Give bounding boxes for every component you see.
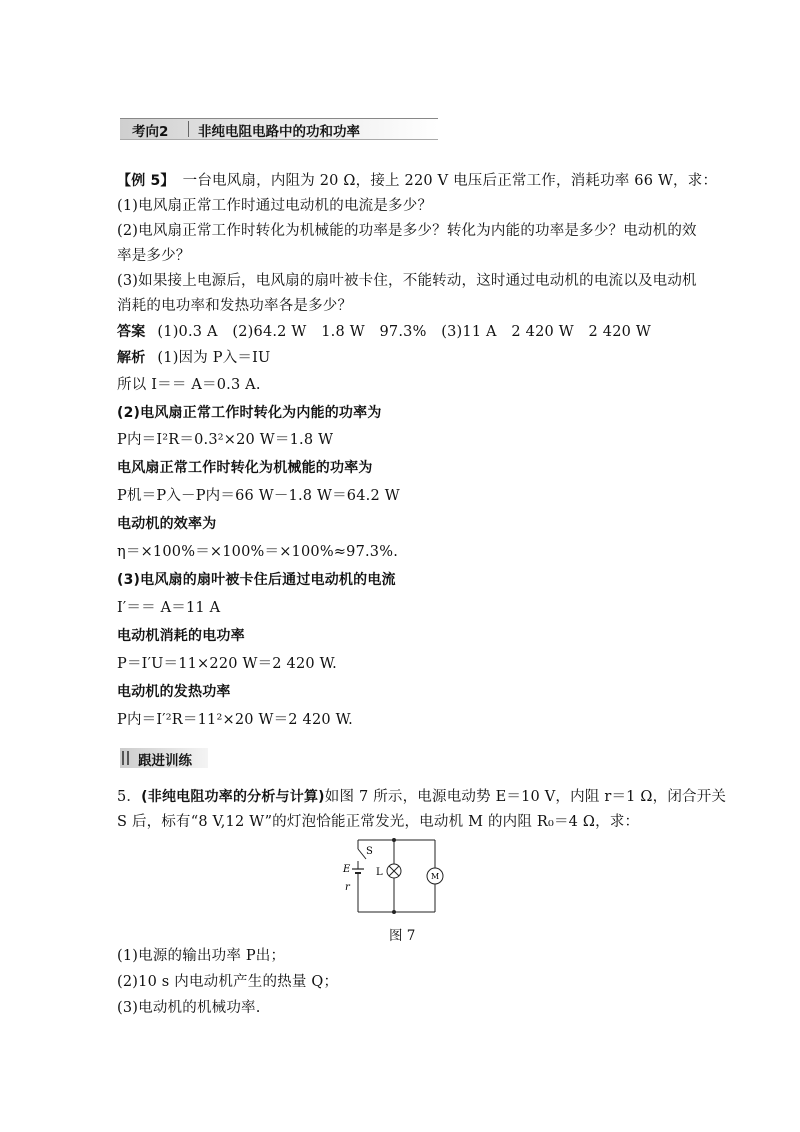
follow-label: 跟进训练: [138, 753, 192, 769]
analysis-heading-3: 电风扇正常工作时转化为机械能的功率为: [117, 460, 373, 476]
junction-dot: [392, 910, 396, 914]
analysis-line-6: I′＝＝ A＝11 A: [117, 600, 221, 616]
analysis-heading-2: (2)电风扇正常工作时转化为内能的功率为: [117, 405, 382, 421]
example-question-3-line-1: (3)如果接上电源后，电风扇的扇叶被卡住，不能转动，这时通过电动机的电流以及电动机: [117, 273, 697, 289]
problem-tag: (非纯电阻功率的分析与计算): [141, 789, 325, 805]
example-question-1: (1)电风扇正常工作时通过电动机的电流是多少？: [117, 198, 433, 214]
circuit-diagram: [330, 835, 460, 920]
label-s: S: [366, 846, 373, 857]
section-tag: 考向2: [132, 124, 169, 140]
section-title: 非纯电阻电路中的功和功率: [198, 124, 360, 140]
analysis-line-7: P＝I′U＝11×220 W＝2 420 W.: [117, 656, 337, 672]
example-stem: 一台电风扇，内阻为 20 Ω，接上 220 V 电压后正常工作，消耗功率 66 W，求：: [182, 173, 718, 189]
answer-text: (1)0.3 A (2)64.2 W 1.8 W 97.3% (3)11 A 2 420 W 2 420 W: [157, 324, 651, 340]
example-question-2-line-2: 率是多少？: [117, 248, 191, 264]
section-banner: [120, 118, 438, 140]
problem-5-line-2: S 后，标有“8 V,12 W”的灯泡恰能正常发光，电动机 M 的内阻 R₀＝4 Ω，求：: [117, 814, 640, 830]
label-e: E: [343, 864, 351, 875]
problem-5-question-2: (2)10 s 内电动机产生的热量 Q；: [117, 974, 339, 990]
banner-top-rule: [120, 118, 438, 119]
label-l: L: [376, 867, 383, 878]
analysis-line-5: η＝×100%＝×100%＝×100%≈97.3%.: [117, 544, 399, 560]
analysis-line-3: P内＝I²R＝0.3²×20 W＝1.8 W: [117, 432, 334, 448]
banner-bar-icon: [122, 751, 124, 765]
follow-banner: [120, 748, 208, 768]
banner-bar-icon: [127, 751, 129, 765]
label-r: r: [345, 882, 350, 893]
analysis-line-2: 所以 I＝＝ A＝0.3 A.: [117, 377, 261, 393]
switch-blade: [358, 849, 366, 859]
problem-text-1: 如图 7 所示，电源电动势 E＝10 V，内阻 r＝1 Ω，闭合开关: [324, 789, 727, 805]
example-label: 【例 5】: [117, 173, 175, 189]
problem-number: 5．: [117, 789, 142, 805]
analysis-heading-6: 电动机消耗的电功率: [117, 628, 245, 644]
analysis-heading-7: 电动机的发热功率: [117, 684, 231, 700]
example-question-3-line-2: 消耗的电功率和发热功率各是多少？: [117, 298, 353, 314]
figure-caption: 图 7: [389, 928, 416, 944]
problem-5-question-3: (3)电动机的机械功率.: [117, 1000, 261, 1016]
analysis-heading-5: (3)电风扇的扇叶被卡住后通过电动机的电流: [117, 572, 396, 588]
example-stem-line: [117, 171, 717, 191]
analysis-line-8: P内＝I′²R＝11²×20 W＝2 420 W.: [117, 712, 353, 728]
label-m: M: [431, 872, 440, 881]
junction-dot: [392, 838, 396, 842]
problem-5-question-1: (1)电源的输出功率 P出；: [117, 948, 286, 964]
example-question-2-line-1: (2)电风扇正常工作时转化为机械能的功率是多少？转化为内能的功率是多少？电动机的效: [117, 223, 697, 239]
analysis-line-4: P机＝P入－P内＝66 W－1.8 W＝64.2 W: [117, 488, 400, 504]
analysis-text-1: (1)因为 P入＝IU: [157, 350, 271, 366]
answer-line: [117, 322, 651, 342]
answer-label: 答案: [117, 324, 146, 340]
analysis-line-1: [117, 348, 270, 368]
analysis-label: 解析: [117, 350, 146, 366]
section-divider: [188, 121, 189, 137]
problem-5-line-1: [117, 787, 726, 807]
analysis-heading-4: 电动机的效率为: [117, 516, 217, 532]
